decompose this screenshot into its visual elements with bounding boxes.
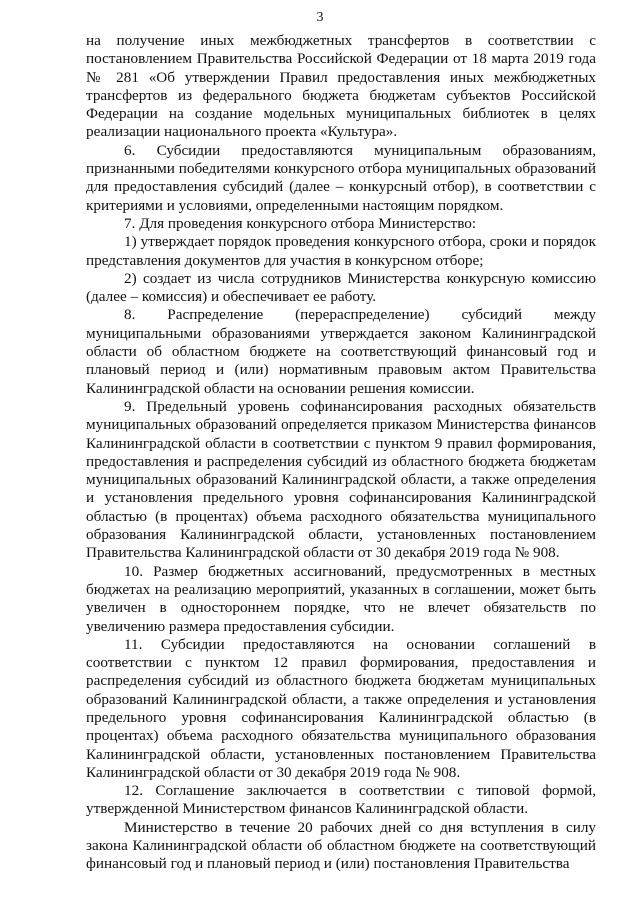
- paragraph-item-11: 11. Субсидии предоставляются на основании соглашений в соответствии с пунктом 12 правил формирования, предоставления и распределения субсидий из областного бюджета бюджетам муниципальных образований Калининградской области, а также определения и установления предельного уровня софинансирования Калининградской областью (в процентах) объема расходного обязательства муниципального образования Калининградской области, установленных постановлением Правительства Калининградской области от 30 декабря 2019 года № 908.: [86, 635, 596, 781]
- paragraph-ministry-deadline: Министерство в течение 20 рабочих дней со дня вступления в силу закона Калининградской области об областном бюджете на соответствующий финансовый год и плановый период и (или) постановления Правительства: [86, 818, 596, 873]
- paragraph-subitem-1: 1) утверждает порядок проведения конкурсного отбора, сроки и порядок представления документов для участия в конкурсном отборе;: [86, 233, 596, 269]
- page-number: 3: [316, 10, 324, 25]
- paragraph-item-7: 7. Для проведения конкурсного отбора Министерство:: [124, 214, 477, 232]
- document-body: [86, 32, 596, 874]
- paragraph-continuation: на получение иных межбюджетных трансфертов в соответствии с постановлением Правительства Российской Федерации от 18 марта 2019 года № 281 «Об утверждении Правил предоставления иных межбюджетных трансфертов из федерального бюджета бюджетам субъектов Российской Федерации на создание модельных муниципальных библиотек в целях реализации национального проекта «Культура».: [86, 32, 596, 141]
- paragraph-subitem-2: 2) создает из числа сотрудников Министерства конкурсную комиссию (далее – комиссия) и обеспечивает ее работу.: [86, 269, 596, 306]
- paragraph-item-8: 8. Распределение (перераспределение) субсидий между муниципальными образованиями утверждается законом Калининградской области об областном бюджете на соответствующий финансовый год и плановый период и (или) нормативным правовым актом Правительства Калининградской области на основании решения комиссии.: [86, 306, 596, 397]
- paragraph-item-6: 6. Субсидии предоставляются муниципальным образованиям, признанными победителями конкурсного отбора муниципальных образований для предоставления субсидий (далее – конкурсный отбор), в соответствии с критериями и условиями, определенными настоящим порядком.: [86, 141, 596, 214]
- paragraph-item-12: 12. Соглашение заключается в соответствии с типовой формой, утвержденной Министерством финансов Калининградской области.: [86, 782, 596, 818]
- paragraph-item-10: 10. Размер бюджетных ассигнований, предусмотренных в местных бюджетах на реализацию мероприятий, указанных в соглашении, может быть увеличен в одностороннем порядке, что не влечет обязательств по увеличению размера предоставления субсидии.: [86, 562, 596, 635]
- paragraph-item-9: 9. Предельный уровень софинансирования расходных обязательств муниципальных образований определяется приказом Министерства финансов Калининградской области в соответствии с пунктом 9 правил формирования, предоставления и распределения субсидий из областного бюджета бюджетам муниципальных образований Калининградской области, а также определения и установления предельного уровня софинансирования Калининградской областью (в процентах) объема расходного обязательства муниципального образования Калининградской области, установленных постановлением Правительства Калининградской области от 30 декабря 2019 года № 908.: [86, 397, 596, 562]
